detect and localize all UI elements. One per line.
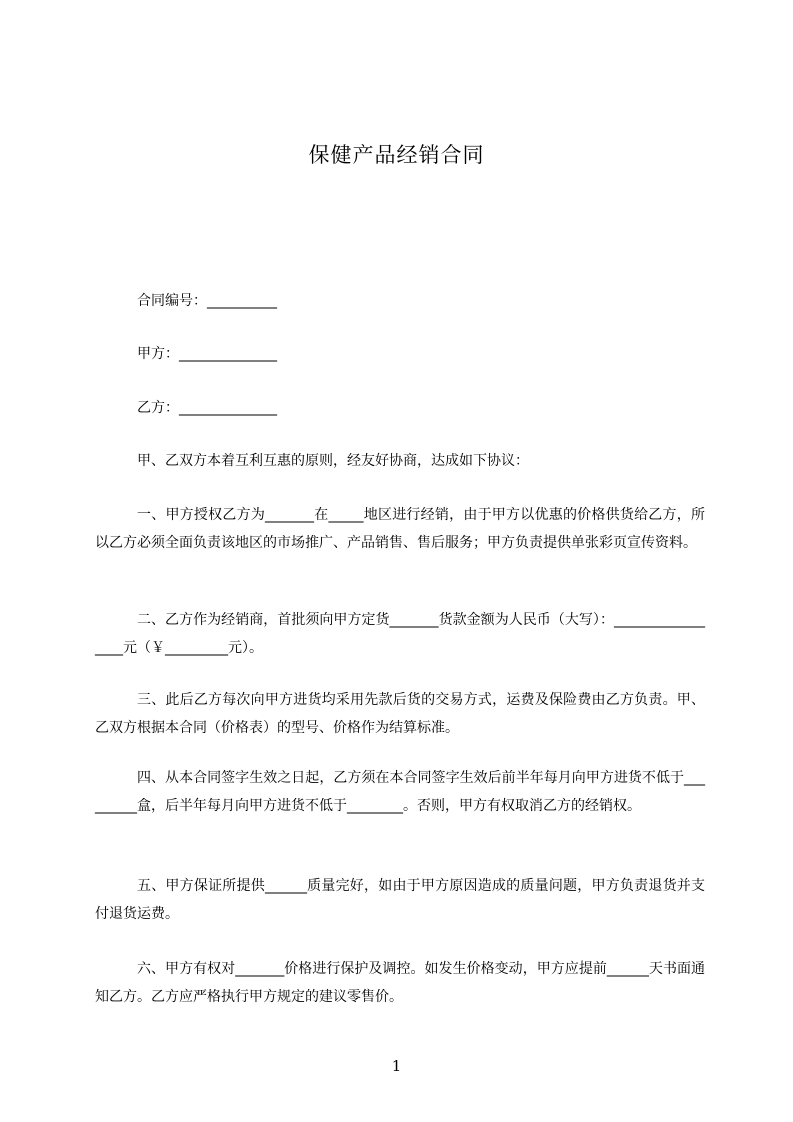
clause-1: 一、甲方授权乙方为_______在_____地区进行经销，由于甲方以优惠的价格供货给乙方，所以乙方必须全面负责该地区的市场推广、产品销售、售后服务；甲方负责提供单张彩页宣传资料。 — [95, 507, 705, 551]
party-a-field: 甲方：______________ — [137, 346, 277, 362]
clause-3: 三、此后乙方每次向甲方进货均采用先款后货的交易方式，运费及保险费由乙方负责。甲、乙双方根据本合同（价格表）的型号、价格作为结算标准。 — [95, 692, 705, 736]
page-number: 1 — [391, 1057, 402, 1075]
clause-6: 六、甲方有权对_______价格进行保护及调控。如发生价格变动，甲方应提前______天书面通知乙方。乙方应严格执行甲方规定的建议零售价。 — [95, 961, 705, 1005]
party-b-field: 乙方：______________ — [137, 400, 277, 416]
clause-5: 五、甲方保证所提供______质量完好，如由于甲方原因造成的质量问题，甲方负责退货并支付退货运费。 — [95, 878, 705, 922]
document-title: 保健产品经销合同 — [308, 143, 485, 167]
clause-4: 四、从本合同签字生效之日起，乙方须在本合同签字生效后前半年每月向甲方进货不低于_________盒，后半年每月向甲方进货不低于________。否则，甲方有权取消乙方的经销权。 — [95, 770, 705, 814]
contract-number-field: 合同编号：__________ — [137, 293, 277, 309]
intro-paragraph: 甲、乙双方本着互利互惠的原则，经友好协商，达成如下协议： — [137, 453, 529, 469]
clause-2: 二、乙方作为经销商，首批须向甲方定货_______货款金额为人民币（大写）：_________________元（￥_________元）。 — [95, 612, 705, 656]
